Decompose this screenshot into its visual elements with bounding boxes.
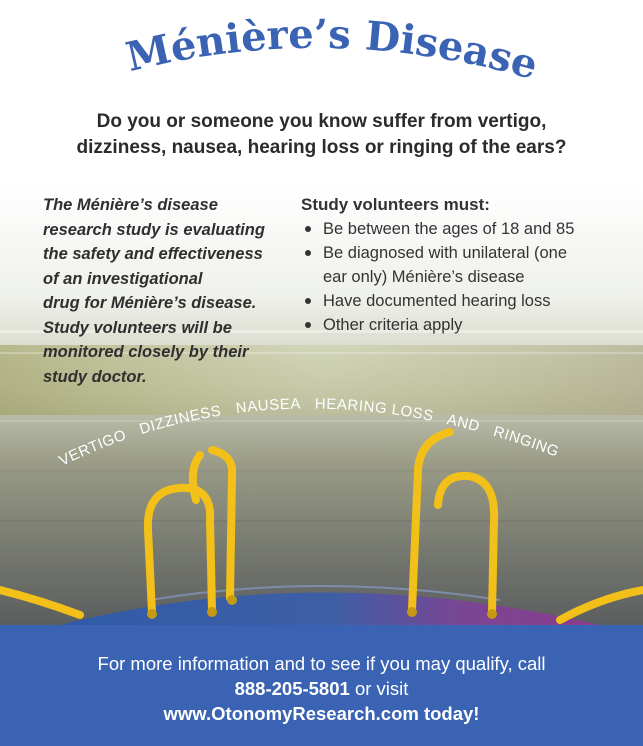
question-line-2: dizziness, nausea, hearing loss or ringing of the ears? <box>76 137 567 158</box>
symptom-words-arc <box>0 370 643 490</box>
bullet-icon <box>305 250 311 256</box>
criteria-item-continuation <box>301 265 631 289</box>
svg-text:VERTIGO DIZZINESS <box>56 395 561 469</box>
bullet-icon <box>305 298 311 304</box>
website-link[interactable]: www.OtonomyResearch.com <box>163 703 419 724</box>
footer-intro: For more information and to see if you may qualify, call <box>97 653 546 674</box>
criteria-list <box>301 217 631 337</box>
contact-footer <box>0 625 643 746</box>
symptom-word: NAUSEA <box>234 395 301 418</box>
criteria-item <box>301 289 631 313</box>
footer-website-line <box>0 701 643 726</box>
study-description <box>43 193 293 389</box>
description-line: research study is evaluating <box>43 220 265 239</box>
criteria-text: ear only) Ménière’s disease <box>323 268 525 286</box>
eligibility-criteria <box>301 193 631 337</box>
symptom-word: VERTIGO <box>56 426 129 470</box>
or-visit-text: or visit <box>349 678 409 699</box>
criteria-text: Have documented hearing loss <box>323 292 551 310</box>
description-line: monitored closely by their <box>43 343 249 361</box>
symptom-question <box>20 109 623 161</box>
question-line-1: Do you or someone you know suffer from vertigo, <box>96 111 547 132</box>
symptom-word: HEARING LOSS <box>314 395 436 425</box>
criteria-text: Be diagnosed with unilateral (one <box>323 244 567 262</box>
description-line: the safety and effectiveness <box>43 245 263 263</box>
phone-link[interactable]: 888-205-5801 <box>234 678 350 699</box>
criteria-text: Other criteria apply <box>323 316 463 334</box>
bullet-icon <box>305 322 311 328</box>
title-banner <box>0 0 643 100</box>
bullet-icon <box>305 226 311 232</box>
criteria-text: Be between the ages of 18 and 85 <box>323 220 575 238</box>
criteria-item <box>301 217 631 241</box>
symptom-word: RINGING <box>491 423 562 461</box>
criteria-heading: Study volunteers must: <box>301 195 490 214</box>
page-title: Ménière’s Disease <box>121 10 543 89</box>
description-line: drug for Ménière’s disease. <box>43 294 257 312</box>
today-text: today! <box>418 703 480 724</box>
criteria-item <box>301 313 631 337</box>
description-line: The Ménière’s disease <box>43 196 218 214</box>
description-line: of an investigational <box>43 269 203 288</box>
footer-phone-line <box>0 676 643 701</box>
symptom-word: AND <box>445 411 482 436</box>
symptom-word: DIZZINESS <box>137 402 223 439</box>
description-line: study doctor. <box>43 367 147 386</box>
description-line: Study volunteers will be <box>43 318 232 337</box>
criteria-item <box>301 241 631 265</box>
